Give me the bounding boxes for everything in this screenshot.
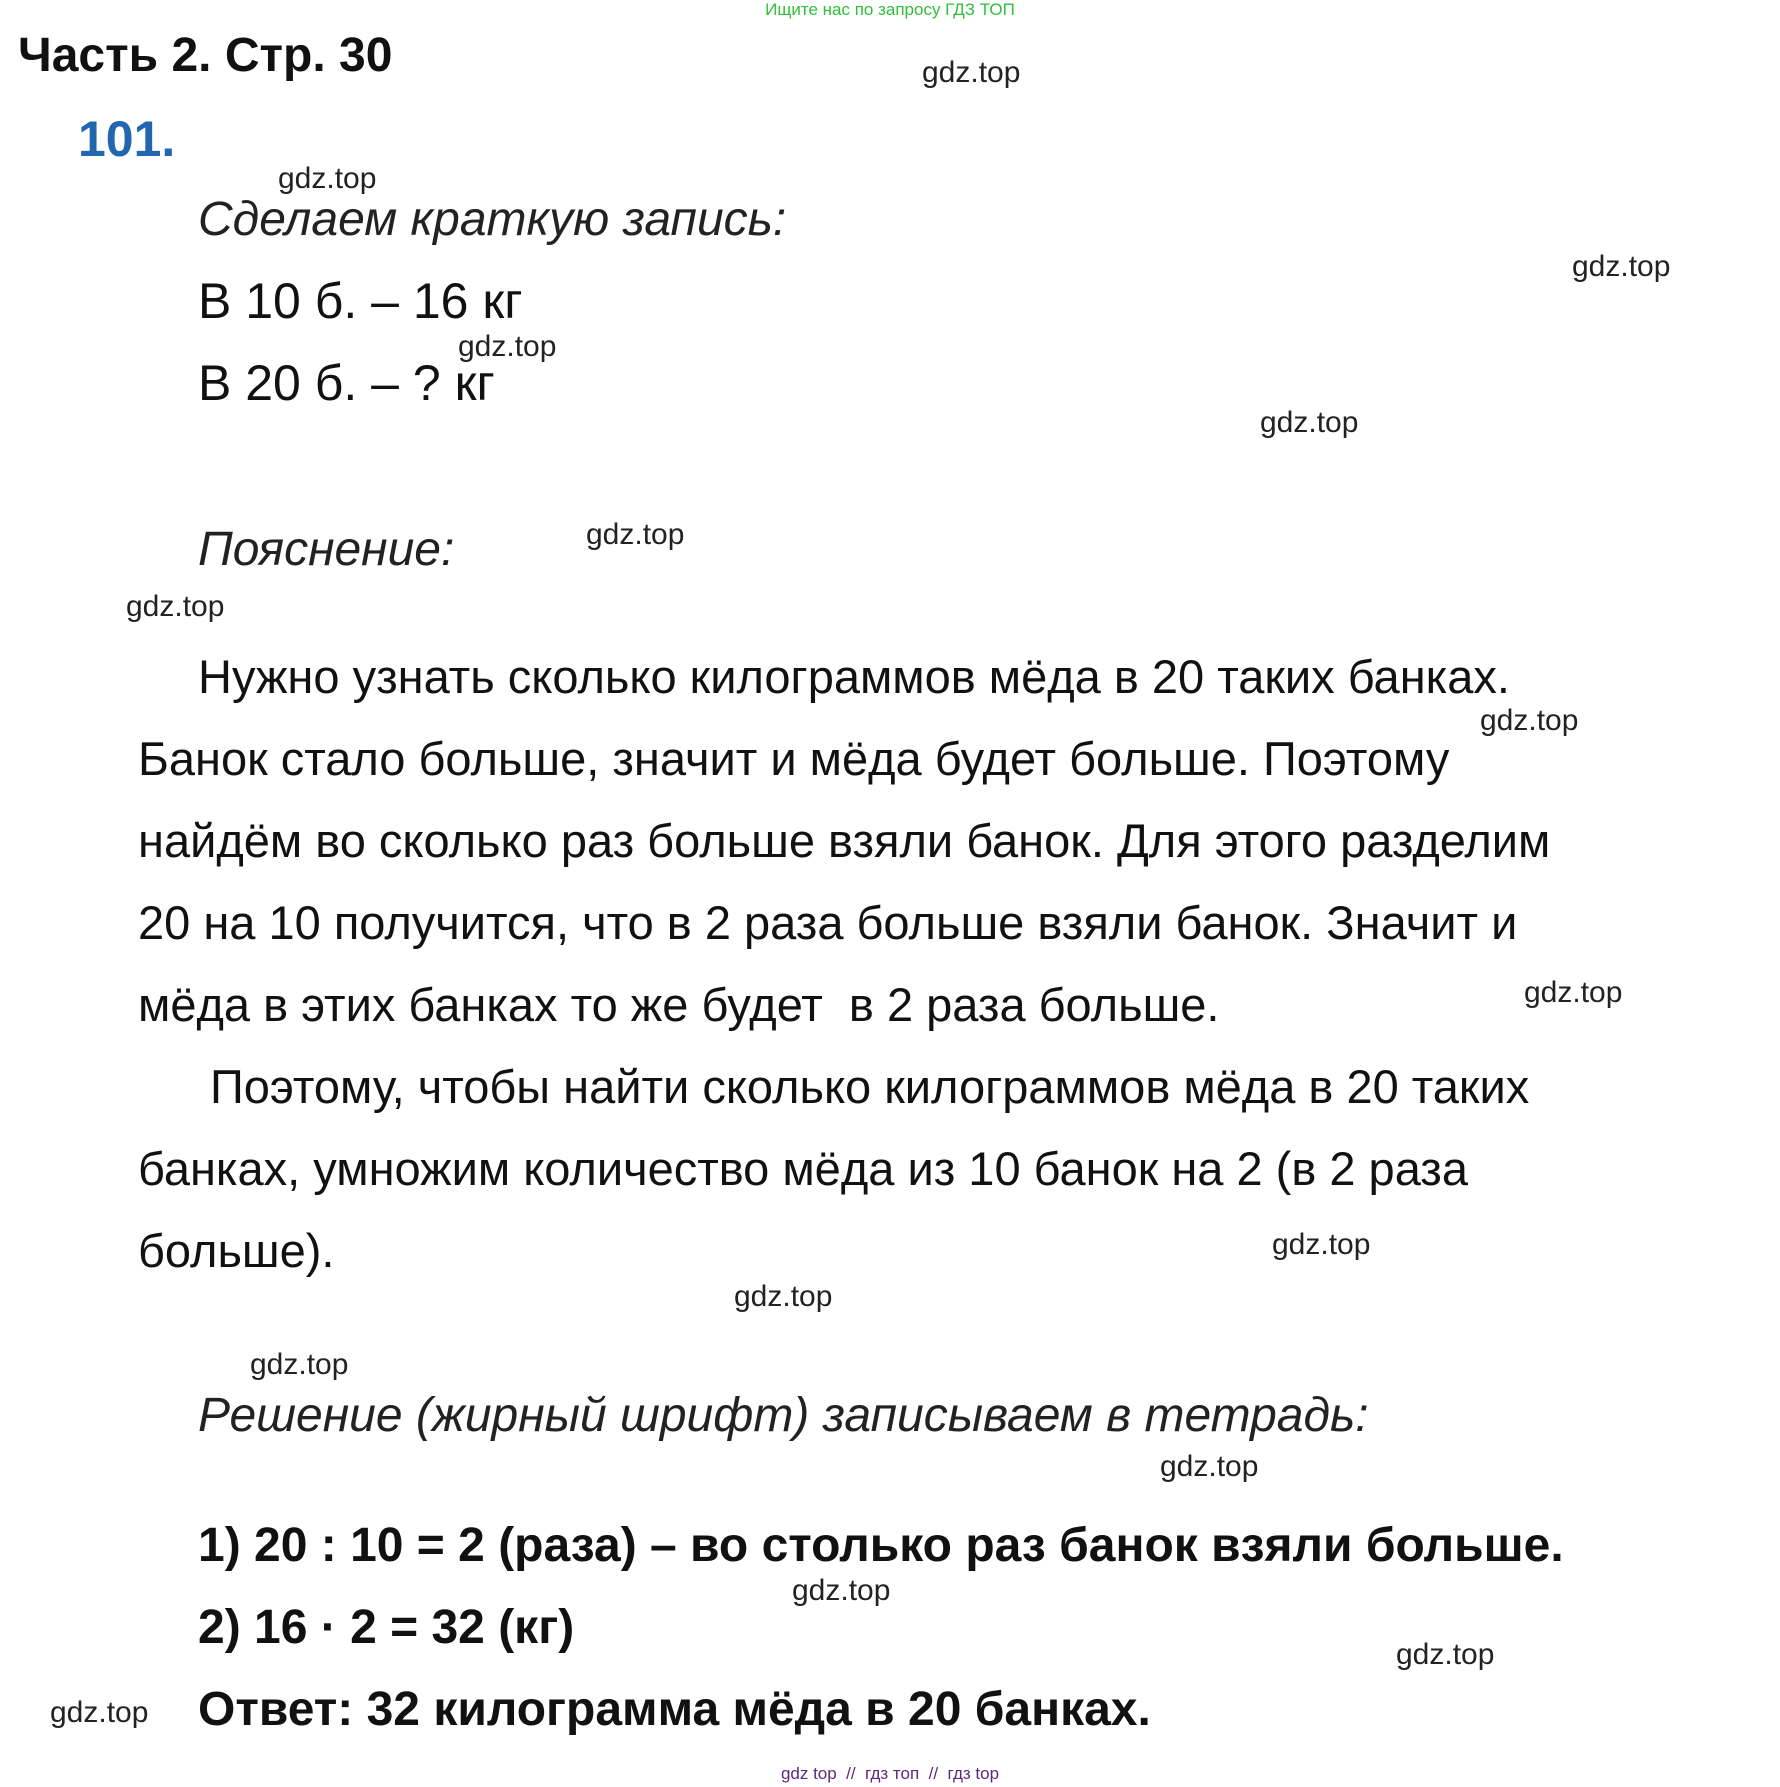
explanation-line: больше). [138,1224,335,1277]
watermark: gdz.top [1272,1228,1371,1261]
watermark: gdz.top [126,590,225,623]
watermark: gdz.top [1524,976,1623,1009]
watermark: gdz.top [1480,704,1579,737]
explanation-line: Банок стало больше, значит и мёда будет больше. Поэтому [138,732,1450,785]
watermark: gdz.top [458,330,557,363]
task-number: 101. [78,111,176,167]
watermark: gdz.top [1572,250,1671,283]
explanation-line: Поэтому, чтобы найти сколько килограммов мёда в 20 таких [210,1060,1530,1113]
watermark: gdz.top [586,518,685,551]
watermark: gdz.top [250,1348,349,1381]
explanation-line: банках, умножим количество мёда из 10 банок на 2 (в 2 раза [138,1142,1468,1195]
explanation-line: мёда в этих банках то же будет в 2 раза больше. [138,978,1220,1031]
solution-step-1: 1) 20 : 10 = 2 (раза) – во столько раз банок взяли больше. [198,1519,1564,1572]
solution-answer: Ответ: 32 килограмма мёда в 20 банках. [198,1683,1151,1736]
watermark: gdz.top [278,162,377,195]
explanation-line: Нужно узнать сколько килограммов мёда в 20 таких банках. [198,650,1510,703]
explanation-line: найдём во сколько раз больше взяли банок. Для этого разделим [138,814,1551,867]
watermark: gdz.top [792,1574,891,1607]
watermark: gdz.top [1396,1638,1495,1671]
top-banner: Ищите нас по запросу ГДЗ ТОП [765,0,1015,19]
watermark: gdz.top [1160,1450,1259,1483]
watermark: gdz.top [50,1696,149,1729]
short-record-line-1: В 10 б. – 16 кг [198,273,523,329]
explanation-heading: Пояснение: [198,523,455,576]
footer: gdz top // гдз топ // гдз top [780,1764,1000,1783]
solution-step-2: 2) 16 · 2 = 32 (кг) [198,1601,575,1654]
watermark: gdz.top [922,56,1021,89]
explanation-line: 20 на 10 получится, что в 2 раза больше взяли банок. Значит и [138,896,1518,949]
watermark: gdz.top [734,1280,833,1313]
watermark: gdz.top [1260,406,1359,439]
short-record-heading: Сделаем краткую запись: [198,193,787,246]
short-record-line-2: В 20 б. – ? кг [198,355,495,411]
solution-heading: Решение (жирный шрифт) записываем в тетрадь: [198,1389,1369,1442]
page-title: Часть 2. Стр. 30 [18,29,393,82]
